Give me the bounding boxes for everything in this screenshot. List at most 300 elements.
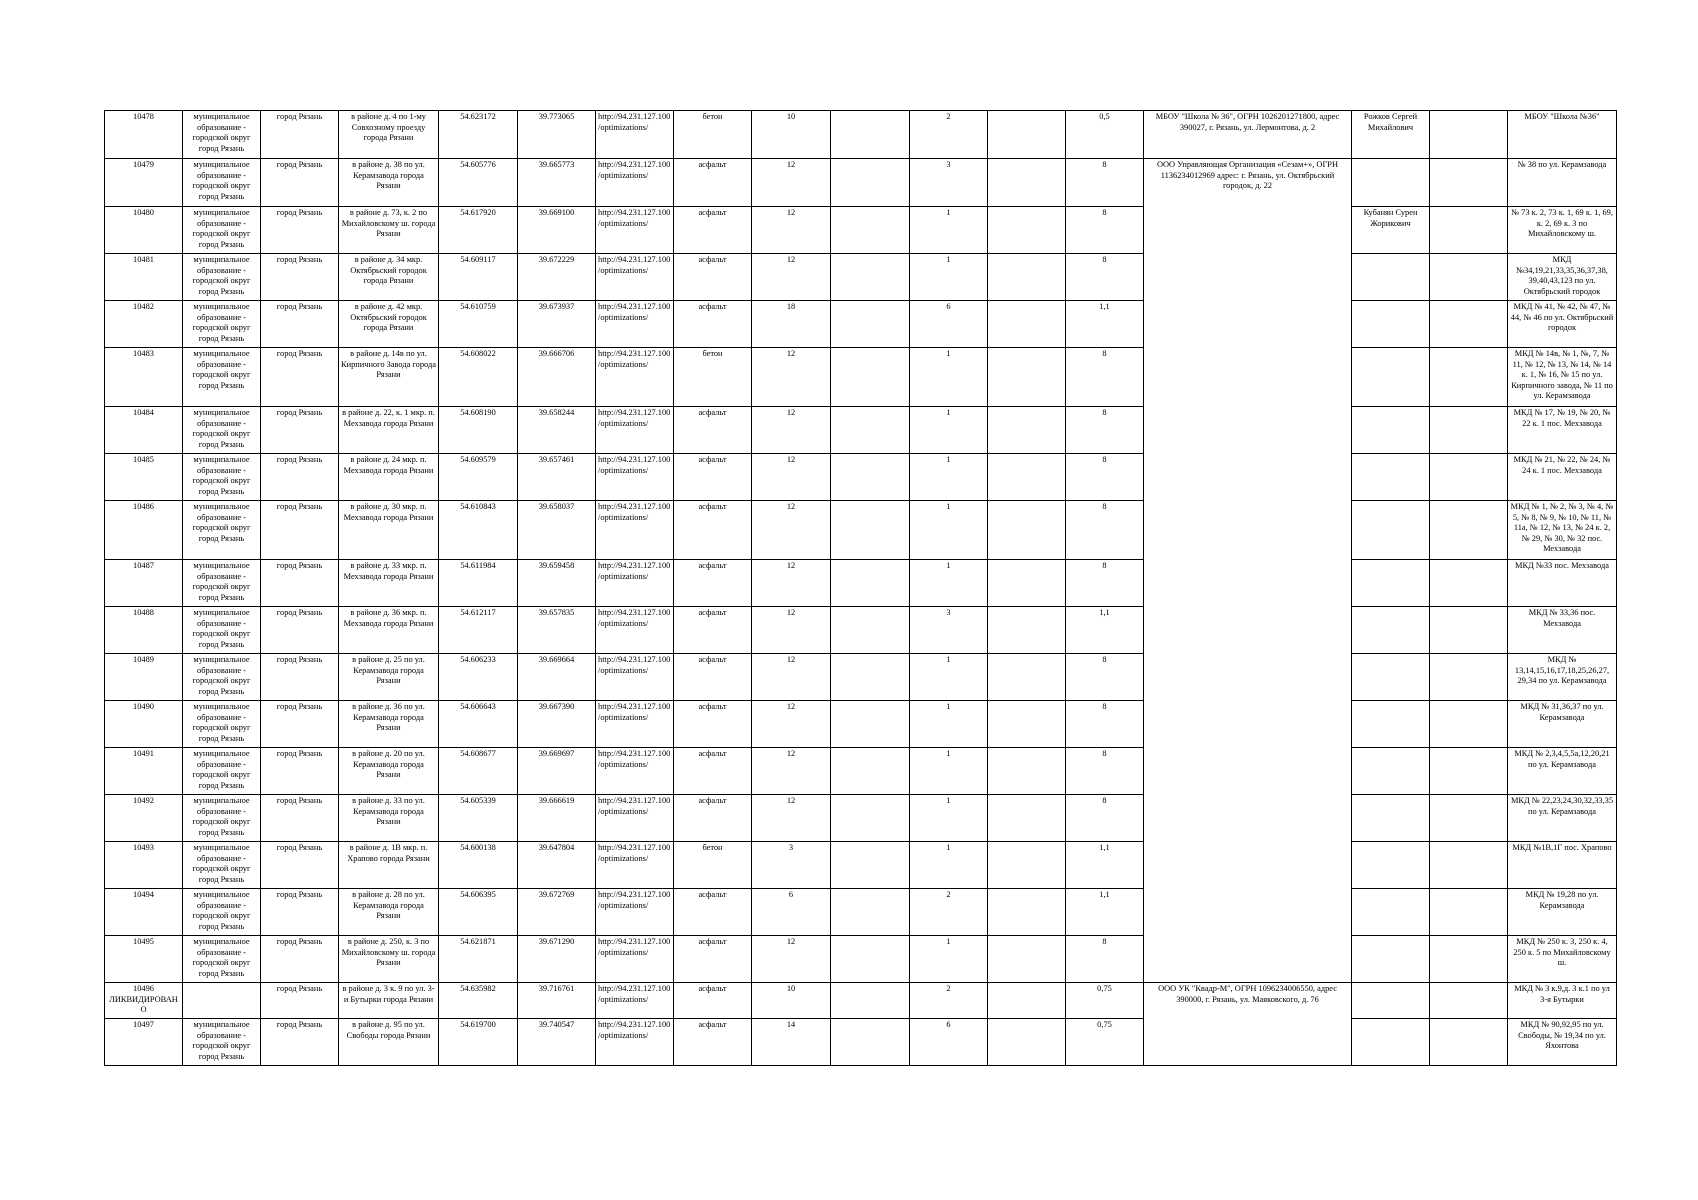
cell-empty [1430, 301, 1508, 348]
cell-municipality: муниципальное образование - городской округ город Рязань [183, 159, 261, 207]
cell-area: 12 [752, 936, 831, 983]
cell-address: в районе д. 33 по ул. Керамзавода города Рязани [339, 795, 439, 842]
cell-address: в районе д. 25 по ул. Керамзавода города Рязани [339, 654, 439, 701]
cell-municipality: муниципальное образование - городской округ город Рязань [183, 207, 261, 254]
cell-address: в районе д. 38 по ул. Керамзавода города Рязани [339, 159, 439, 207]
cell-area: 14 [752, 1019, 831, 1066]
cell-empty [831, 159, 910, 207]
cell-source: МКД № 13,14,15,16,17,18,25,26,27, 29,34 по ул. Керамзавода [1508, 654, 1617, 701]
cell-containers-count: 1 [910, 748, 988, 795]
cell-containers-count: 6 [910, 301, 988, 348]
cell-municipality: муниципальное образование - городской округ город Рязань [183, 654, 261, 701]
cell-id: 10493 [105, 842, 183, 889]
cell-source: № 38 по ул. Керамзавода [1508, 159, 1617, 207]
table-row [105, 654, 1617, 701]
cell-empty [988, 1019, 1066, 1066]
cell-empty [988, 889, 1066, 936]
cell-id: 10483 [105, 348, 183, 407]
cell-containers-count: 1 [910, 207, 988, 254]
cell-id: 10489 [105, 654, 183, 701]
cell-empty [988, 795, 1066, 842]
cell-municipality: муниципальное образование - городской округ город Рязань [183, 607, 261, 654]
cell-contact [1352, 748, 1430, 795]
cell-empty [831, 560, 910, 607]
cell-url[interactable]: http://94.231.127.100/optimizations/ [596, 842, 674, 889]
cell-url[interactable]: http://94.231.127.100/optimizations/ [596, 560, 674, 607]
cell-address: в районе д. 42 мкр. Октябрьский городок города Рязани [339, 301, 439, 348]
cell-locality: город Рязань [261, 889, 339, 936]
cell-contact [1352, 560, 1430, 607]
table-row [105, 348, 1617, 407]
cell-empty [988, 207, 1066, 254]
cell-address: в районе д. 250, к. 3 по Михайловскому ш. города Рязани [339, 936, 439, 983]
cell-locality: город Рязань [261, 111, 339, 159]
cell-area: 12 [752, 701, 831, 748]
cell-municipality: муниципальное образование - городской округ город Рязань [183, 748, 261, 795]
cell-id: 10484 [105, 407, 183, 454]
table-row [105, 407, 1617, 454]
cell-source: МКД № 21, № 22, № 24, № 24 к. 1 пос. Мехзавода [1508, 454, 1617, 501]
cell-empty [1430, 254, 1508, 301]
cell-empty [1430, 936, 1508, 983]
cell-containers-count: 2 [910, 889, 988, 936]
table-row [105, 254, 1617, 301]
cell-id: 10491 [105, 748, 183, 795]
cell-url[interactable]: http://94.231.127.100/optimizations/ [596, 889, 674, 936]
cell-url[interactable]: http://94.231.127.100/optimizations/ [596, 454, 674, 501]
cell-owner: ООО УК "Квадр-М", ОГРН 1096234006550, адрес 390000, г. Рязань, ул. Маяковского, д. 76 [1144, 983, 1352, 1066]
cell-url[interactable]: http://94.231.127.100/optimizations/ [596, 301, 674, 348]
cell-surface: асфальт [674, 301, 752, 348]
cell-id: 10479 [105, 159, 183, 207]
cell-locality: город Рязань [261, 454, 339, 501]
cell-empty [831, 407, 910, 454]
table-row [105, 889, 1617, 936]
cell-address: в районе д. 14в по ул. Кирпичного Завода города Рязани [339, 348, 439, 407]
cell-empty [988, 301, 1066, 348]
cell-url[interactable]: http://94.231.127.100/optimizations/ [596, 501, 674, 560]
cell-area: 18 [752, 301, 831, 348]
cell-volume: 8 [1066, 560, 1144, 607]
cell-volume: 8 [1066, 936, 1144, 983]
cell-municipality: муниципальное образование - городской округ город Рязань [183, 795, 261, 842]
cell-surface: асфальт [674, 983, 752, 1019]
cell-volume: 8 [1066, 454, 1144, 501]
cell-latitude: 54.600138 [439, 842, 518, 889]
cell-contact [1352, 842, 1430, 889]
cell-locality: город Рязань [261, 301, 339, 348]
table-row [105, 454, 1617, 501]
cell-longitude: 39.672229 [518, 254, 596, 301]
cell-id: 10496 ЛИКВИДИРОВАНО [105, 983, 183, 1019]
cell-longitude: 39.716761 [518, 983, 596, 1019]
cell-address: в районе д. 22, к. 1 мкр. п. Мехзавода города Рязани [339, 407, 439, 454]
cell-volume: 1,1 [1066, 607, 1144, 654]
cell-municipality: муниципальное образование - городской округ город Рязань [183, 454, 261, 501]
cell-municipality: муниципальное образование - городской округ город Рязань [183, 501, 261, 560]
cell-longitude: 39.669100 [518, 207, 596, 254]
cell-latitude: 54.608022 [439, 348, 518, 407]
cell-source: МКД № 90,92,95 по ул. Свободы, № 19,34 по ул. Яхонтова [1508, 1019, 1617, 1066]
cell-latitude: 54.606395 [439, 889, 518, 936]
cell-empty [988, 842, 1066, 889]
cell-address: в районе д. 73, к. 2 по Михайловскому ш. города Рязани [339, 207, 439, 254]
cell-locality: город Рязань [261, 348, 339, 407]
cell-locality: город Рязань [261, 654, 339, 701]
table-row [105, 795, 1617, 842]
cell-latitude: 54.608190 [439, 407, 518, 454]
cell-url[interactable]: http://94.231.127.100/optimizations/ [596, 1019, 674, 1066]
cell-id: 10482 [105, 301, 183, 348]
cell-empty [988, 407, 1066, 454]
cell-empty [1430, 454, 1508, 501]
cell-containers-count: 1 [910, 654, 988, 701]
cell-volume: 8 [1066, 748, 1144, 795]
cell-contact [1352, 795, 1430, 842]
cell-longitude: 39.659458 [518, 560, 596, 607]
cell-locality: город Рязань [261, 207, 339, 254]
cell-locality: город Рязань [261, 407, 339, 454]
cell-address: в районе д. 36 мкр. п. Мехзавода города Рязани [339, 607, 439, 654]
cell-source: МКД № 2,3,4,5,5а,12,20,21 по ул. Керамзавода [1508, 748, 1617, 795]
cell-volume: 8 [1066, 254, 1144, 301]
cell-surface: асфальт [674, 407, 752, 454]
cell-url[interactable]: http://94.231.127.100/optimizations/ [596, 159, 674, 207]
cell-latitude: 54.609579 [439, 454, 518, 501]
cell-area: 12 [752, 407, 831, 454]
cell-latitude: 54.606233 [439, 654, 518, 701]
cell-latitude: 54.606643 [439, 701, 518, 748]
cell-address: в районе д. 20 по ул. Керамзавода города Рязани [339, 748, 439, 795]
cell-url[interactable]: http://94.231.127.100/optimizations/ [596, 207, 674, 254]
cell-owner: ООО Управляющая Организация «Сезам+», ОГРН 1136234012969 адрес: г. Рязань, ул. Октябрьский городок, д. 22 [1144, 159, 1352, 983]
cell-empty [988, 159, 1066, 207]
cell-latitude: 54.621871 [439, 936, 518, 983]
cell-contact: Рожков Сергей Михайлович [1352, 111, 1430, 159]
cell-locality: город Рязань [261, 983, 339, 1019]
cell-address: в районе д. 34 мкр. Октябрьский городок города Рязани [339, 254, 439, 301]
cell-empty [1430, 842, 1508, 889]
cell-longitude: 39.658244 [518, 407, 596, 454]
cell-locality: город Рязань [261, 159, 339, 207]
cell-empty [831, 607, 910, 654]
cell-empty [831, 889, 910, 936]
cell-url[interactable]: http://94.231.127.100/optimizations/ [596, 748, 674, 795]
cell-id: 10494 [105, 889, 183, 936]
cell-empty [831, 654, 910, 701]
cell-empty [1430, 889, 1508, 936]
table-row [105, 501, 1617, 560]
cell-longitude: 39.666706 [518, 348, 596, 407]
cell-url[interactable]: http://94.231.127.100/optimizations/ [596, 407, 674, 454]
cell-volume: 8 [1066, 795, 1144, 842]
cell-municipality: муниципальное образование - городской округ город Рязань [183, 348, 261, 407]
cell-contact [1352, 254, 1430, 301]
cell-longitude: 39.666619 [518, 795, 596, 842]
table-row [105, 936, 1617, 983]
cell-source: МКД №1В,1Г пос. Храпово [1508, 842, 1617, 889]
cell-id: 10487 [105, 560, 183, 607]
cell-empty [988, 254, 1066, 301]
cell-longitude: 39.669697 [518, 748, 596, 795]
cell-volume: 8 [1066, 407, 1144, 454]
cell-empty [831, 111, 910, 159]
cell-municipality: муниципальное образование - городской округ город Рязань [183, 254, 261, 301]
cell-address: в районе д. 33 мкр. п. Мехзавода города Рязани [339, 560, 439, 607]
cell-containers-count: 1 [910, 842, 988, 889]
cell-empty [831, 701, 910, 748]
cell-containers-count: 1 [910, 795, 988, 842]
cell-empty [1430, 748, 1508, 795]
cell-url[interactable]: http://94.231.127.100/optimizations/ [596, 983, 674, 1019]
cell-source: № 73 к. 2, 73 к. 1, 69 к. 1, 69, к. 2, 69 к. 3 по Михайловскому ш. [1508, 207, 1617, 254]
cell-surface: асфальт [674, 936, 752, 983]
table-row [105, 701, 1617, 748]
cell-surface: асфальт [674, 501, 752, 560]
table-row [105, 983, 1617, 1019]
cell-url[interactable]: http://94.231.127.100/optimizations/ [596, 111, 674, 159]
cell-containers-count: 3 [910, 159, 988, 207]
cell-contact [1352, 454, 1430, 501]
cell-empty [831, 795, 910, 842]
cell-surface: асфальт [674, 701, 752, 748]
cell-containers-count: 6 [910, 1019, 988, 1066]
cell-locality: город Рязань [261, 748, 339, 795]
cell-contact [1352, 607, 1430, 654]
cell-id: 10495 [105, 936, 183, 983]
cell-containers-count: 1 [910, 454, 988, 501]
cell-empty [988, 560, 1066, 607]
cell-volume: 8 [1066, 701, 1144, 748]
cell-url[interactable]: http://94.231.127.100/optimizations/ [596, 254, 674, 301]
cell-volume: 8 [1066, 159, 1144, 207]
cell-surface: бетон [674, 348, 752, 407]
registry-table [104, 110, 1617, 1066]
cell-volume: 8 [1066, 501, 1144, 560]
cell-longitude: 39.673937 [518, 301, 596, 348]
cell-area: 12 [752, 560, 831, 607]
cell-id: 10486 [105, 501, 183, 560]
cell-contact [1352, 348, 1430, 407]
cell-municipality: муниципальное образование - городской округ город Рязань [183, 842, 261, 889]
cell-volume: 8 [1066, 207, 1144, 254]
cell-source: МКД № 3 к.9,д. 3 к.1 по ул 3-я Бутырки [1508, 983, 1617, 1019]
cell-containers-count: 2 [910, 111, 988, 159]
cell-locality: город Рязань [261, 936, 339, 983]
cell-surface: асфальт [674, 748, 752, 795]
cell-contact [1352, 983, 1430, 1019]
cell-empty [831, 501, 910, 560]
cell-address: в районе д. 4 по 1-му Совхозному проезду города Рязани [339, 111, 439, 159]
cell-empty [1430, 159, 1508, 207]
cell-empty [831, 842, 910, 889]
cell-source: МКД №34,19,21,33,35,36,37,38, 39,40,43,123 по ул. Октябрьский городок [1508, 254, 1617, 301]
cell-id: 10492 [105, 795, 183, 842]
cell-empty [988, 607, 1066, 654]
cell-area: 10 [752, 111, 831, 159]
cell-contact [1352, 159, 1430, 207]
cell-latitude: 54.619700 [439, 1019, 518, 1066]
cell-empty [988, 501, 1066, 560]
cell-source: МКД № 33,36 пос. Мехзавода [1508, 607, 1617, 654]
cell-area: 12 [752, 501, 831, 560]
cell-surface: асфальт [674, 607, 752, 654]
cell-municipality: муниципальное образование - городской округ город Рязань [183, 407, 261, 454]
cell-empty [1430, 983, 1508, 1019]
cell-area: 6 [752, 889, 831, 936]
cell-empty [1430, 348, 1508, 407]
cell-longitude: 39.657835 [518, 607, 596, 654]
cell-surface: бетон [674, 842, 752, 889]
cell-volume: 0,5 [1066, 111, 1144, 159]
cell-latitude: 54.610759 [439, 301, 518, 348]
cell-municipality: муниципальное образование - городской округ город Рязань [183, 560, 261, 607]
cell-url[interactable]: http://94.231.127.100/optimizations/ [596, 348, 674, 407]
cell-address: в районе д. 95 по ул. Свободы города Рязани [339, 1019, 439, 1066]
cell-surface: бетон [674, 111, 752, 159]
cell-empty [1430, 560, 1508, 607]
cell-address: в районе д. 1В мкр. п. Храпово города Рязани [339, 842, 439, 889]
cell-municipality: муниципальное образование - городской округ город Рязань [183, 889, 261, 936]
cell-source: МКД № 19,28 по ул. Керамзавода [1508, 889, 1617, 936]
cell-address: в районе д. 36 по ул. Керамзавода города Рязани [339, 701, 439, 748]
cell-locality: город Рязань [261, 842, 339, 889]
cell-longitude: 39.658037 [518, 501, 596, 560]
cell-url[interactable]: http://94.231.127.100/optimizations/ [596, 701, 674, 748]
cell-empty [831, 348, 910, 407]
table-row [105, 111, 1617, 159]
cell-empty [831, 454, 910, 501]
cell-url[interactable]: http://94.231.127.100/optimizations/ [596, 795, 674, 842]
cell-area: 12 [752, 159, 831, 207]
cell-containers-count: 2 [910, 983, 988, 1019]
cell-latitude: 54.605776 [439, 159, 518, 207]
cell-area: 12 [752, 654, 831, 701]
cell-longitude: 39.647804 [518, 842, 596, 889]
cell-locality: город Рязань [261, 254, 339, 301]
cell-containers-count: 1 [910, 348, 988, 407]
table-row [105, 1019, 1617, 1066]
cell-area: 12 [752, 748, 831, 795]
cell-volume: 8 [1066, 348, 1144, 407]
cell-url[interactable]: http://94.231.127.100/optimizations/ [596, 607, 674, 654]
cell-volume: 1,1 [1066, 842, 1144, 889]
cell-contact [1352, 936, 1430, 983]
cell-source: МКД № 17, № 19, № 20, № 22 к. 1 пос. Мехзавода [1508, 407, 1617, 454]
cell-latitude: 54.609117 [439, 254, 518, 301]
cell-source: МКД №33 пос. Мехзавода [1508, 560, 1617, 607]
cell-latitude: 54.611984 [439, 560, 518, 607]
cell-source: МКД № 31,36,37 по ул. Керамзавода [1508, 701, 1617, 748]
cell-url[interactable]: http://94.231.127.100/optimizations/ [596, 936, 674, 983]
cell-containers-count: 1 [910, 936, 988, 983]
cell-empty [831, 936, 910, 983]
cell-surface: асфальт [674, 159, 752, 207]
cell-surface: асфальт [674, 795, 752, 842]
cell-contact [1352, 301, 1430, 348]
cell-contact [1352, 407, 1430, 454]
cell-containers-count: 1 [910, 254, 988, 301]
cell-empty [1430, 795, 1508, 842]
cell-latitude: 54.623172 [439, 111, 518, 159]
cell-contact: Кубанян Сурен Жорикович [1352, 207, 1430, 254]
cell-source: МКД № 14в, № 1, №, 7, № 11, № 12, № 13, № 14, № 14 к. 1, № 16, № 15 по ул. Кирпичного завода, № 11 по ул. Керамзавода [1508, 348, 1617, 407]
cell-containers-count: 1 [910, 501, 988, 560]
cell-address: в районе д. 28 по ул. Керамзавода города Рязани [339, 889, 439, 936]
cell-surface: асфальт [674, 889, 752, 936]
cell-municipality [183, 983, 261, 1019]
cell-longitude: 39.669664 [518, 654, 596, 701]
cell-id: 10490 [105, 701, 183, 748]
cell-area: 12 [752, 254, 831, 301]
cell-address: в районе д. 30 мкр. п. Мехзавода города Рязани [339, 501, 439, 560]
cell-surface: асфальт [674, 254, 752, 301]
cell-surface: асфальт [674, 560, 752, 607]
cell-id: 10481 [105, 254, 183, 301]
cell-locality: город Рязань [261, 607, 339, 654]
table-row [105, 207, 1617, 254]
cell-area: 12 [752, 795, 831, 842]
cell-contact [1352, 501, 1430, 560]
cell-longitude: 39.672769 [518, 889, 596, 936]
cell-municipality: муниципальное образование - городской округ город Рязань [183, 701, 261, 748]
cell-area: 12 [752, 454, 831, 501]
cell-empty [988, 936, 1066, 983]
cell-id: 10478 [105, 111, 183, 159]
cell-containers-count: 1 [910, 701, 988, 748]
cell-empty [831, 207, 910, 254]
cell-contact [1352, 1019, 1430, 1066]
cell-municipality: муниципальное образование - городской округ город Рязань [183, 1019, 261, 1066]
cell-latitude: 54.610843 [439, 501, 518, 560]
table-row [105, 301, 1617, 348]
cell-surface: асфальт [674, 654, 752, 701]
cell-longitude: 39.665773 [518, 159, 596, 207]
cell-empty [988, 701, 1066, 748]
cell-source: МКД № 1, № 2, № 3, № 4, № 5, № 8, № 9, № 10, № 11, № 11а, № 12, № 13, № 24 к. 2, № 29, № 30, № 32 пос. Мехзавода [1508, 501, 1617, 560]
cell-empty [988, 348, 1066, 407]
cell-locality: город Рязань [261, 1019, 339, 1066]
cell-longitude: 39.657461 [518, 454, 596, 501]
cell-municipality: муниципальное образование - городской округ город Рязань [183, 301, 261, 348]
cell-containers-count: 1 [910, 560, 988, 607]
cell-longitude: 39.667390 [518, 701, 596, 748]
cell-latitude: 54.608677 [439, 748, 518, 795]
cell-id: 10480 [105, 207, 183, 254]
cell-longitude: 39.740547 [518, 1019, 596, 1066]
table-row [105, 842, 1617, 889]
cell-area: 12 [752, 348, 831, 407]
registry-table-body [105, 111, 1617, 1066]
cell-latitude: 54.612117 [439, 607, 518, 654]
cell-volume: 8 [1066, 654, 1144, 701]
cell-containers-count: 3 [910, 607, 988, 654]
table-row [105, 748, 1617, 795]
table-row [105, 560, 1617, 607]
cell-empty [1430, 1019, 1508, 1066]
cell-source: МКД № 250 к. 3, 250 к. 4, 250 к. 5 по Михайловскому ш. [1508, 936, 1617, 983]
cell-empty [1430, 407, 1508, 454]
cell-empty [988, 654, 1066, 701]
cell-containers-count: 1 [910, 407, 988, 454]
cell-surface: асфальт [674, 207, 752, 254]
cell-empty [831, 748, 910, 795]
cell-area: 10 [752, 983, 831, 1019]
cell-locality: город Рязань [261, 501, 339, 560]
cell-source: МКД № 41, № 42, № 47, № 44, № 46 по ул. Октябрьский городок [1508, 301, 1617, 348]
cell-address: в районе д. 3 к. 9 по ул. 3-и Бутырки города Рязани [339, 983, 439, 1019]
cell-url[interactable]: http://94.231.127.100/optimizations/ [596, 654, 674, 701]
